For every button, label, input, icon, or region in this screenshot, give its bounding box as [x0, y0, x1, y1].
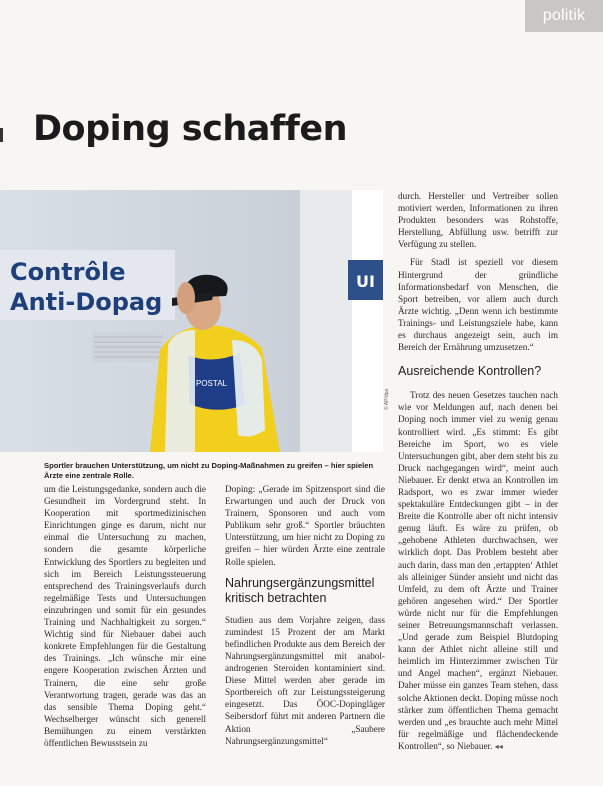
- paragraph-text: Trotz des neuen Gesetzes tauchen nach wie vor Meldungen auf, nach denen bei Doping noch immer viel zu wenig genau kontrolliert wird. „Es stimmt: Es gibt Bereiche im Sport, wo es viele Untersuchungen gibt, aber dem steht bis zu Druck nachgegangen wird“, meint auch Niebauer. Er denkt etwa an Kontrollen im Radsport, wo es zwar immer wieder spektakuläre Entdeckungen gibt – in der Breite die Kontrolle aber oft nicht intensiv genug läuft. Es wäre zu prüfen, ob „gehobene Athleten durchwachsen, wer wirklich dopt. Das Problem besteht aber auch darin, dass man den ‚ertappten‘ Athlet als alleiniger Sünder ansieht und nicht das Umfeld, zu dem oft Ärzte und Trainer gehören angesehen wird.“ Der Sportler würde nicht nur für die Empfehlungen seiner Betreuungsmannschaft verlassen. „Und gerade zum Beispiel Blutdoping kann der Athlet nicht alleine still und heimlich im Hinterzimmer zwischen Tür und Angel machen“, ergänzt Niebauer. Daher müsse ein ganzes Team stehen, dass solche Aktionen deckt. Doping müsse noch stärker zum öffentlichen Thema gemacht werden und „es brauchte auch mehr Mittel für regelmäßige und flächendeckende Kontrollen“, so Niebauer.: [398, 390, 558, 751]
- article-column-2: [225, 483, 385, 747]
- article-photo: [0, 190, 383, 452]
- photo-illustration: [0, 190, 383, 452]
- svg-text:POSTAL: POSTAL: [196, 379, 227, 388]
- sign-line-1: Contrôle: [10, 258, 126, 286]
- paragraph: Doping: „Gerade im Spitzensport sind die Erwartungen und auch der Druck von Trainern, Sponsoren und auch vom Publikum sehr groß.“ Sportler bräuchten Unterstützung, um hier nicht zu Doping zu greifen – hier würden Ärzte eine zentrale Rolle spielen.: [225, 484, 385, 567]
- section-label: politik: [542, 7, 586, 24]
- sign-side-text: UI: [356, 272, 375, 291]
- subheading: Ausreichende Kontrollen?: [398, 364, 542, 379]
- sign-line-2: Anti-Dopag: [10, 288, 163, 316]
- paragraph: um die Leistungsgedanke, sondern auch die Gesundheit im Vordergrund steht. In Kooperation mit sportmedizinischen Einrichtungen ginge es darum, nicht nur einmal die Untersuchung zu machen, sondern die gesamte körperliche Entwicklung des Sportlers zu begleiten und sich im Bereich Leistungssteuerung entsprechend des Trainingsverlaufs durch regelmäßige Tests und Untersuchungen einzubringen und somit für ein gesundes Training und Nachhaltigkeit zu sorgen.“ Wichtig sind für Niebauer dabei auch konkrete Empfehlungen für die Gestaltung des Trainings. „Ich wünsche mir eine engere Kooperation zwischen Ärzten und Trainern, die eine sehr große Verantwortung tragen, gerade was das an das sensible Thema Doping geht.“ Wechselberger wünscht sich generell Bemühungen zu einem verstärkten öffentlichen Bewusstsein zu: [44, 484, 206, 748]
- margin-marker: [0, 128, 3, 142]
- paragraph: [398, 389, 558, 753]
- article-column-3: [398, 190, 558, 753]
- photo-credit: © AP/dpa: [384, 388, 390, 410]
- subheading: Nahrungsergänzungsmittel kritisch betrachten: [225, 575, 375, 605]
- photo-caption: Sportler brauchen Unterstützung, um nicht zu Doping-Maßnahmen zu greifen – hier spielen Ärzte eine zentrale Rolle.: [44, 461, 374, 480]
- end-of-article-icon: ◂◂: [494, 741, 503, 751]
- paragraph: Für Stadl ist speziell vor diesem Hintergrund der gründliche Informationsbedarf von Menschen, die Sport betreiben, vor allem auch durch Ärzte wichtig. „Denn wenn ich bestimmte Trainings- und Leistungsziele habe, kann es durchaus angezeigt sein, auch im Bereich der Ernährung umzusetzen.“: [398, 257, 558, 353]
- section-tab: [525, 0, 603, 32]
- headline: Doping schaffen: [33, 109, 348, 149]
- paragraph: durch. Hersteller und Vertreiber sollen motiviert werden, Informationen zu ihren Produkten besonders was Rohstoffe, Herstellung, Abfüllung usw. betrifft zur Verfügung zu stellen.: [398, 191, 558, 250]
- article-column-1: [44, 483, 206, 749]
- paragraph: Studien aus dem Vorjahre zeigen, dass zumindest 15 Prozent der am Markt befindlichen Produkte aus dem Bereich der Nahrungsergänzungsmittel mit anabol-androgenen Steroiden kontaminiert sind. Diese Mittel werden aber gerade im Sportbereich oft zur Leistungssteigerung eingesetzt. Das ÖOC-Dopingläger Seibersdorf führt mit anderen Partnern die Aktion „Saubere Nahrungsergänzungsmittel“: [225, 614, 385, 746]
